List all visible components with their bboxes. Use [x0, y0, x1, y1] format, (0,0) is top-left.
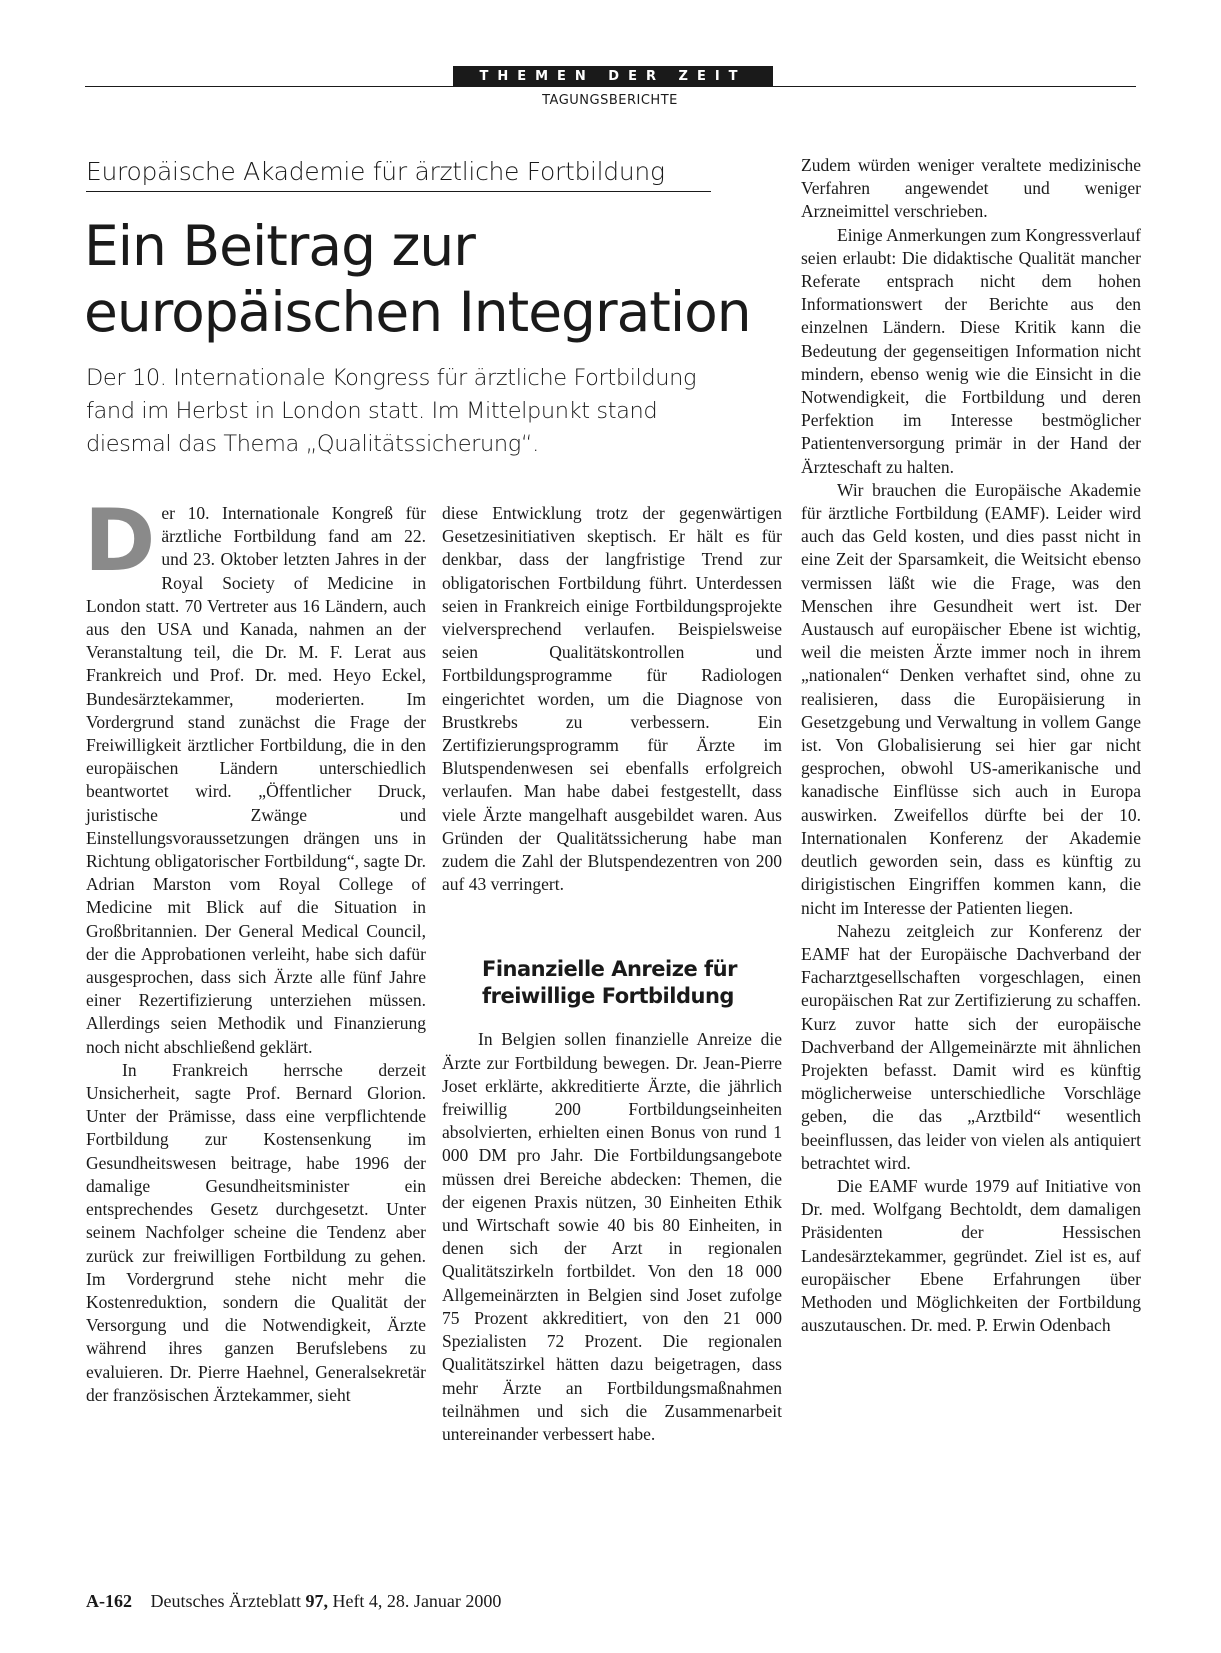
paragraph-text: er 10. Internationale Kongreß für ärztliche Fortbildung fand am 22. und 23. Oktober letzten Jahres in der Royal Society of Medicine in London statt. 70 Vertreter aus 16 Ländern, auch aus den USA und Kanada, nahmen an der Veranstaltung teil, die Dr. M. F. Lerat aus Frankreich und Prof. Dr. med. Heyo Eckel, Bundesärztekammer, moderierten. Im Vordergrund stand zunächst die Frage der Freiwilligkeit ärztlicher Fortbildung, die in den europäischen Ländern unterschiedlich beantwortet wird. „Öffentlicher Druck, juristische Zwänge und Einstellungsvoraussetzungen drängen uns in Richtung obligatorischer Fortbildung“, sagte Dr. Adrian Marston vom Royal College of Medicine mit Blick auf die Situation in Großbritannien. Der General Medical Council, der die Approbationen verleiht, habe sich dafür ausgesprochen, dass sich Ärzte alle fünf Jahre einer Rezertifizierung unterziehen müssen. Allerdings seien Methodik und Finanzierung noch nicht abschließend geklärt. — [86, 503, 426, 1057]
drop-cap: D — [84, 491, 156, 591]
paragraph: Wir brauchen die Europäische Akademie für ärztliche Fortbildung (EAMF). Leider wird auch das Geld kosten, und dies passt nicht in eine Zeit der Sparsamkeit, die Weitsicht ebenso vermissen läßt wie die Frage, was den Menschen ihre Gesundheit wert ist. Der Austausch auf europäischer Ebene ist wichtig, weil die meisten Ärzte immer noch in ihrem „nationalen“ Denken verhaftet sind, ohne zu realisieren, dass die Europäisierung in Gesetzgebung und Verwaltung in vollem Gange ist. Von Globalisierung sei hier gar nicht gesprochen, obwohl US-amerikanische und kanadische Einflüsse sich auch in Europa auswirken. Zweifellos dürfte bei der 10. Internationalen Konferenz der Akademie deutlich geworden sein, dass es künftig zu dirigistischen Eingriffen kommen kann, die nicht im Interesse der Patienten liegen. — [801, 479, 1141, 918]
article-lead: Der 10. Internationale Kongress für ärztliche Fortbildung fand im Herbst in London statt. Im Mittelpunkt stand diesmal das Thema „Qualitätssicherung“. — [86, 365, 697, 457]
paragraph: Die EAMF wurde 1979 auf Initiative von Dr. med. Wolfgang Bechtoldt, dem damaligen Präsidenten der Hessischen Landesärztekammer, gegründet. Ziel ist es, auf europäischer Ebene Erfahrungen über Methoden und Möglichkeiten der Fortbildung auszutauschen. Dr. med. P. Erwin Odenbach — [801, 1175, 1141, 1336]
text-column-2 — [442, 502, 782, 1446]
paragraph: In Frankreich herrsche derzeit Unsicherheit, sagte Prof. Bernard Glorion. Unter der Prämisse, dass eine verpflichtende Fortbildung zur Kostensenkung im Gesundheitswesen beitrage, habe 1996 der damalige Gesundheitsminister ein entsprechendes Gesetz durchgesetzt. Unter seinem Nachfolger scheine die Tendenz aber zurück zur freiwilligen Fortbildung zu gehen. Im Vordergrund stehe nicht mehr die Kostenreduktion, sondern die Qualität der Versorgung und die Notwendigkeit, Ärzte während ihres ganzen Berufslebens zu evaluieren. Dr. Pierre Haehnel, Generalsekretär der französischen Ärztekammer, sieht — [86, 1059, 426, 1405]
article-kicker: Europäische Akademie für ärztliche Fortbildung — [86, 155, 711, 192]
paragraph: Einige Anmerkungen zum Kongressverlauf seien erlaubt: Die didaktische Qualität mancher Referate entsprach nicht dem hohen Informationswert der Berichte aus den einzelnen Ländern. Diese Kritik kann die Bedeutung der gegenseitigen Information nicht mindern, ebenso wenig wie die Einsicht in die Notwendigkeit, die Fortbildung und deren Perfektion im Interesse bestmöglicher Patientenversorgung primär in der Hand der Ärzteschaft zu halten. — [801, 224, 1141, 477]
journal-name: Deutsches Ärzteblatt — [150, 1591, 301, 1611]
paragraph: diese Entwicklung trotz der gegenwärtigen Gesetzesinitiativen skeptisch. Er hält es für denkbar, dass der langfristige Trend zur obligatorischen Fortbildung führt. Unterdessen seien in Frankreich einige Fortbildungsprojekte vielversprechend verlaufen. Beispielsweise seien Qualitätskontrollen und Fortbildungsprogramme für Radiologen eingerichtet worden, um die Diagnose von Brustkrebs zu verbessern. Ein Zertifizierungsprogramm für Ärzte im Blutspendenwesen sei ebenfalls erfolgreich verlaufen. Man habe dabei festgestellt, dass viele Ärzte mangelhaft ausgebildet waren. Aus Gründen der Qualitätssicherung habe man zudem die Zahl der Blutspendezentren von 200 auf 43 verringert. — [442, 503, 782, 895]
paragraph: Zudem würden weniger veraltete medizinische Verfahren angewendet und weniger Arzneimittel verschrieben. — [801, 155, 1141, 222]
text-column-3 — [801, 154, 1141, 1337]
section-subtitle: TAGUNGSBERICHTE — [542, 93, 678, 108]
journal-issue: Heft 4, 28. Januar 2000 — [332, 1591, 502, 1611]
paragraph — [84, 491, 426, 1059]
journal-volume: 97, — [305, 1591, 328, 1611]
article-headline: Ein Beitrag zur europäischen Integration — [84, 214, 751, 344]
text-column-1 — [84, 491, 426, 1407]
header-rule — [85, 86, 1136, 87]
section-banner: THEMEN DER ZEIT — [453, 66, 773, 87]
page-footer — [86, 1591, 501, 1612]
paragraph: Nahezu zeitgleich zur Konferenz der EAMF hat der Europäische Dachverband der Facharztgesellschaften vorgeschlagen, einen europäischen Rat zur Zertifizierung zu schaffen. Kurz zuvor hatte sich der europäische Dachverband der Allgemeinärzte mit ähnlichen Projekten befasst. Damit wird es künftig möglicherweise unterschiedliche Vorschläge geben, die das „Arztbild“ wesentlich beeinflussen, das leider von vielen als antiquiert betrachtet wird. — [801, 920, 1141, 1173]
page-number: A-162 — [86, 1591, 132, 1611]
article-subheading: Finanzielle Anreize für freiwillige Fortbildung — [482, 957, 737, 1009]
paragraph: In Belgien sollen finanzielle Anreize die Ärzte zur Fortbildung bewegen. Dr. Jean-Pierre Joset erklärte, akkreditierte Ärzte, die jährlich freiwillig 200 Fortbildungseinheiten absolvierten, erhielten einen Bonus von rund 1 000 DM pro Jahr. Die Fortbildungsangebote müssen drei Bereiche abdecken: Themen, die der eigenen Praxis nützen, 30 Einheiten Ethik und Wirtschaft sowie 40 bis 80 Einheiten, in denen sich der Arzt in regionalen Qualitätszirkeln fortbildet. Von den 18 000 Allgemeinärzten in Belgien sind Joset zufolge 75 Prozent akkreditiert, von den 21 000 Spezialisten 72 Prozent. Die regionalen Qualitätszirkel hätten dazu beigetragen, dass mehr Ärzte an Fortbildungsmaßnahmen teilnähmen und sich die Zusammenarbeit untereinander verbessert habe. — [442, 1029, 782, 1444]
